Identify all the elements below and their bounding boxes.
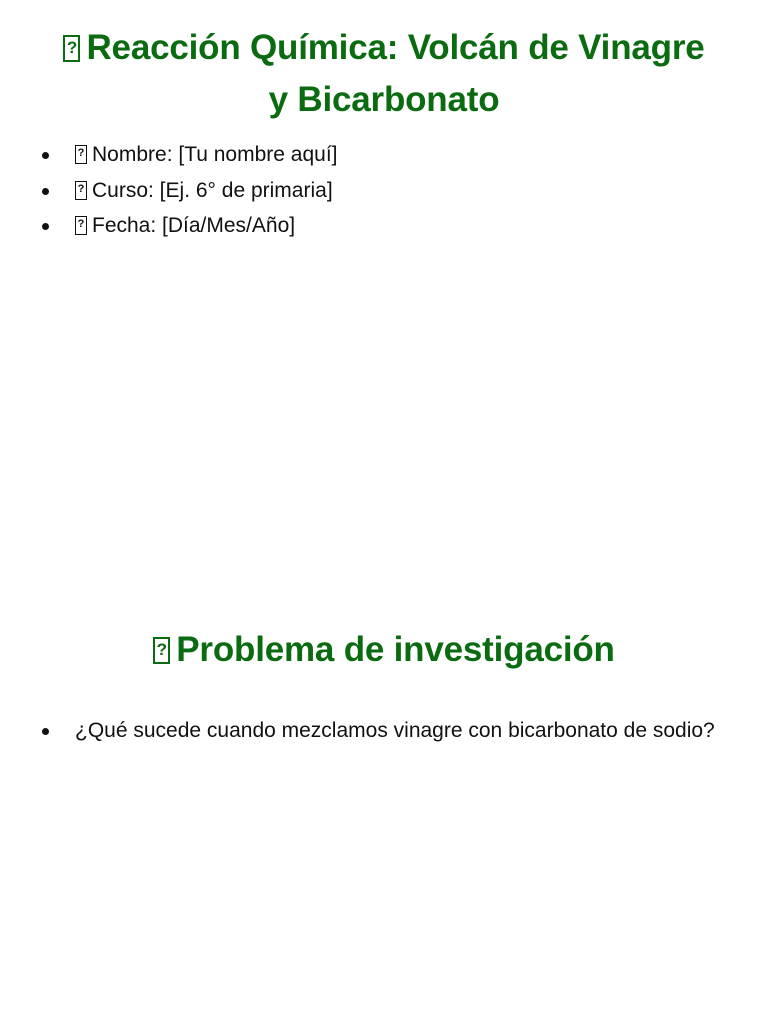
research-question-text: ¿Qué sucede cuando mezclamos vinagre con bicarbonato de sodio? xyxy=(75,719,715,742)
slide-title-text: Reacción Química: Volcán de Vinagre y Bicarbonato xyxy=(86,28,705,119)
missing-glyph-icon xyxy=(75,145,87,164)
list-item xyxy=(42,140,722,170)
list-item xyxy=(42,211,722,241)
slide-problem-heading xyxy=(60,624,708,676)
missing-glyph-icon xyxy=(75,216,87,235)
missing-glyph-icon xyxy=(75,181,87,200)
bullet-dot xyxy=(42,188,49,195)
bullet-dot xyxy=(42,728,49,735)
name-field-text: Nombre: [Tu nombre aquí] xyxy=(92,143,338,166)
student-info-list xyxy=(42,140,722,247)
list-item xyxy=(42,176,722,206)
course-field-text: Curso: [Ej. 6° de primaria] xyxy=(92,178,333,202)
bullet-dot xyxy=(42,223,49,230)
research-question-list xyxy=(42,716,722,752)
missing-glyph-icon xyxy=(63,35,80,62)
date-field-text: Fecha: [Día/Mes/Año] xyxy=(92,214,296,237)
missing-glyph-icon xyxy=(153,637,170,664)
bullet-dot xyxy=(42,152,49,159)
slide-title-heading xyxy=(60,22,708,126)
slide-problem-title-text: Problema de investigación xyxy=(176,630,615,669)
slide-research-problem xyxy=(0,512,768,1024)
list-item xyxy=(42,716,722,746)
